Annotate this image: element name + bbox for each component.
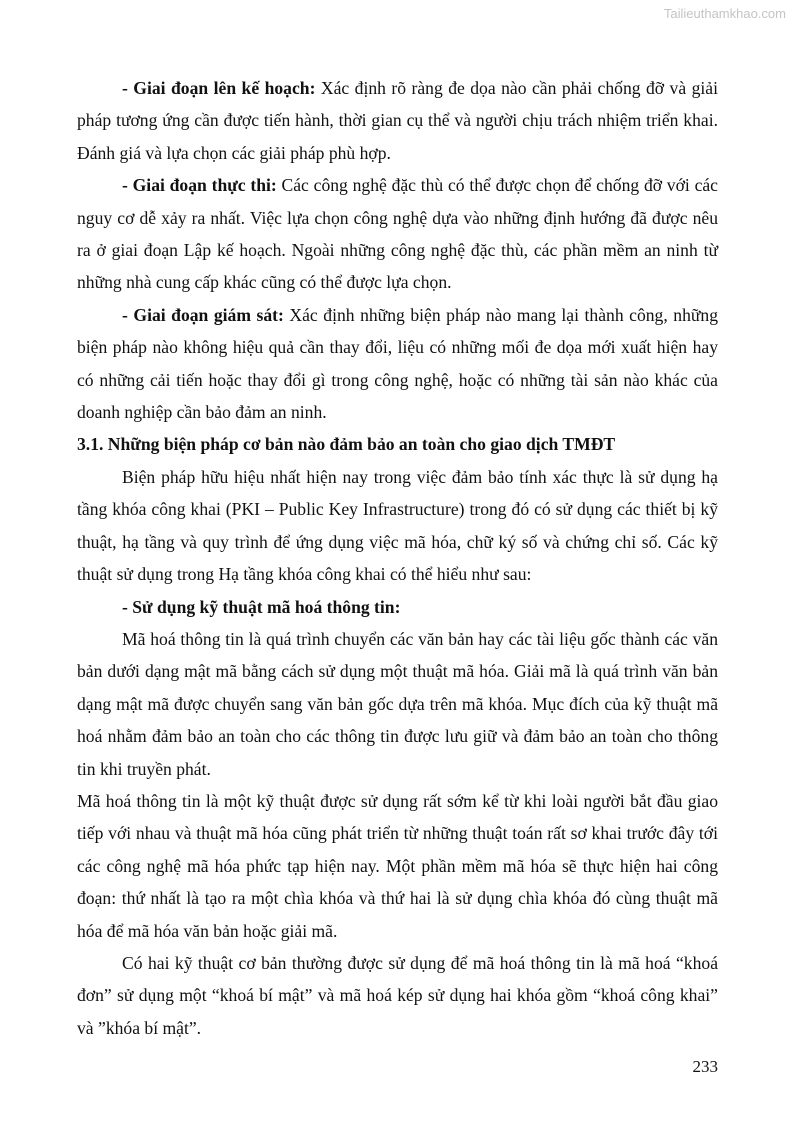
section-heading-3-1: 3.1. Những biện pháp cơ bản nào đảm bảo an toàn cho giao dịch TMĐT bbox=[77, 434, 616, 455]
planning-stage-text: Xác định rõ ràng đe dọa nào cần phải chống đỡ và giải pháp tương ứng cần được tiến hành, thời gian cụ thể và người chịu trách nhiệm triển khai. Đánh giá và lựa chọn các giải pháp phù hợp. bbox=[77, 78, 718, 163]
paragraph-execution-stage bbox=[77, 169, 718, 299]
planning-stage-label: - Giai đoạn lên kế hoạch: bbox=[122, 78, 316, 98]
watermark: Tailieuthamkhao.com bbox=[663, 6, 786, 21]
paragraph-encryption-techniques: Có hai kỹ thuật cơ bản thường được sử dụng để mã hoá thông tin là mã hoá “khoá đơn” sử dụng một “khoá bí mật” và mã hoá kép sử dụng hai khóa gồm “khoá công khai” và ”khóa bí mật”. bbox=[77, 952, 718, 1038]
paragraph-monitoring-stage bbox=[77, 299, 718, 429]
subheading-encryption: - Sử dụng kỹ thuật mã hoá thông tin: bbox=[122, 596, 401, 617]
paragraph-pki-intro: Biện pháp hữu hiệu nhất hiện nay trong việc đảm bảo tính xác thực là sử dụng hạ tầng khóa công khai (PKI – Public Key Infrastructure) trong đó có sử dụng các thiết bị kỹ thuật, hạ tầng và quy trình để ứng dụng việc mã hóa, chữ ký số và chứng chỉ số. Các kỹ thuật sử dụng trong Hạ tầng khóa công khai có thể hiểu như sau: bbox=[77, 466, 718, 585]
execution-stage-text: Các công nghệ đặc thù có thể được chọn để chống đỡ với các nguy cơ dễ xảy ra nhất. Việc lựa chọn công nghệ dựa vào những định hướng đã được nêu ra ở giai đoạn Lập kế hoạch. Ngoài những công nghệ đặc thù, các phần mềm an ninh từ những nhà cung cấp khác cũng có thể được lựa chọn. bbox=[77, 175, 718, 293]
monitoring-stage-text: Xác định những biện pháp nào mang lại thành công, những biện pháp nào không hiệu quả cần thay đổi, liệu có những mối đe dọa mới xuất hiện hay có những cải tiến hoặc thay đổi gì trong công nghệ, hoặc có những tài sản nào khác của doanh nghiệp cần bảo đảm an ninh. bbox=[77, 304, 718, 423]
page-content bbox=[77, 72, 718, 1044]
paragraph-encryption-history: Mã hoá thông tin là một kỹ thuật được sử dụng rất sớm kể từ khi loài người bắt đầu giao tiếp với nhau và thuật mã hóa cũng phát triển từ những thuật toán rất sơ khai trước đây tới các công nghệ mã hóa phức tạp hiện nay. Một phần mềm mã hóa sẽ thực hiện hai công đoạn: thứ nhất là tạo ra một chìa khóa và thứ hai là sử dụng chìa khóa đó cùng thuật mã hóa để mã hóa văn bản hoặc giải mã. bbox=[77, 790, 718, 941]
page-number: 233 bbox=[692, 1057, 718, 1076]
paragraph-encryption-definition: Mã hoá thông tin là quá trình chuyển các văn bản hay các tài liệu gốc thành các văn bản dưới dạng mật mã bằng cách sử dụng một thuật mã hóa. Giải mã là quá trình văn bản dạng mật mã được chuyển sang văn bản gốc dựa trên mã khóa. Mục đích của kỹ thuật mã hoá nhằm đảm bảo an toàn cho các thông tin được lưu giữ và đảm bảo an toàn cho thông tin khi truyền phát. bbox=[77, 628, 718, 779]
monitoring-stage-label: - Giai đoạn giám sát: bbox=[122, 304, 284, 325]
execution-stage-label: - Giai đoạn thực thi: bbox=[122, 175, 277, 196]
paragraph-planning-stage bbox=[77, 72, 718, 169]
